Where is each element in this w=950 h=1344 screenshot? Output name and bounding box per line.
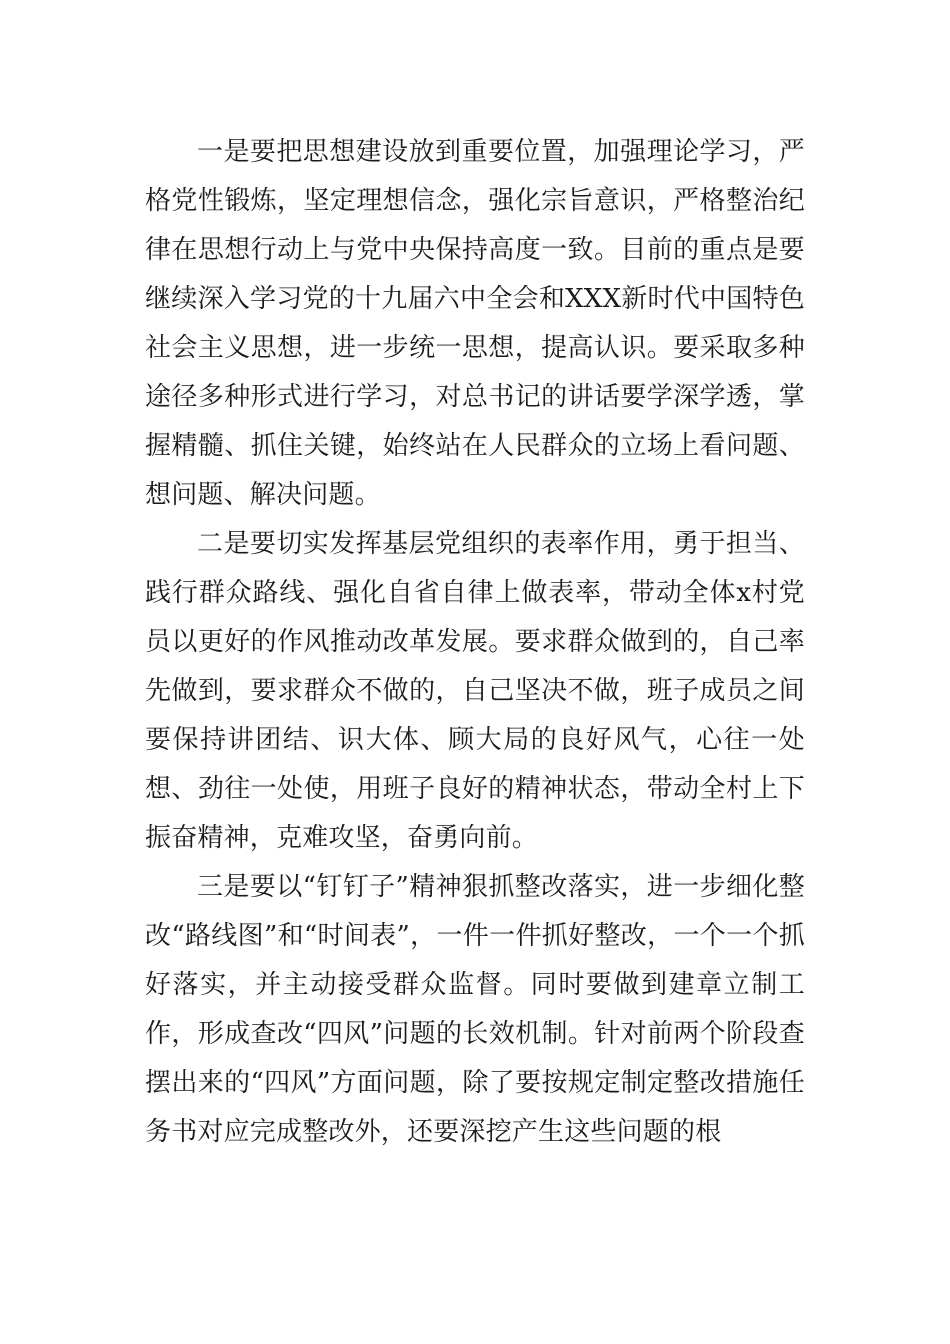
document-body <box>145 128 805 1157</box>
paragraph-2: 二是要切实发挥基层党组织的表率作用，勇于担当、践行群众路线、强化自省自律上做表率，带动全体x村党员以更好的作风推动改革发展。要求群众做到的，自己率先做到，要求群众不做的，自己坚决不做，班子成员之间要保持讲团结、识大体、顾大局的良好风气，心往一处想、劲往一处使，用班子良好的精神状态，带动全村上下振奋精神，克难攻坚，奋勇向前。 <box>145 529 805 853</box>
paragraph-3: 三是要以“钉钉子”精神狠抓整改落实，进一步细化整改“路线图”和“时间表”，一件一件抓好整改，一个一个抓好落实，并主动接受群众监督。同时要做到建章立制工作，形成查改“四风”问题的长效机制。针对前两个阶段查摆出来的“四风”方面问题，除了要按规定制定整改措施任务书对应完成整改外，还要深挖产生这些问题的根 <box>145 872 805 1147</box>
paragraph-1: 一是要把思想建设放到重要位置，加强理论学习，严格党性锻炼，坚定理想信念，强化宗旨意识，严格整治纪律在思想行动上与党中央保持高度一致。目前的重点是要继续深入学习党的十九届六中全会和XXX新时代中国特色社会主义思想，进一步统一思想，提高认识。要采取多种途径多种形式进行学习，对总书记的讲话要学深学透，掌握精髓、抓住关键，始终站在人民群众的立场上看问题、想问题、解决问题。 <box>145 137 805 510</box>
